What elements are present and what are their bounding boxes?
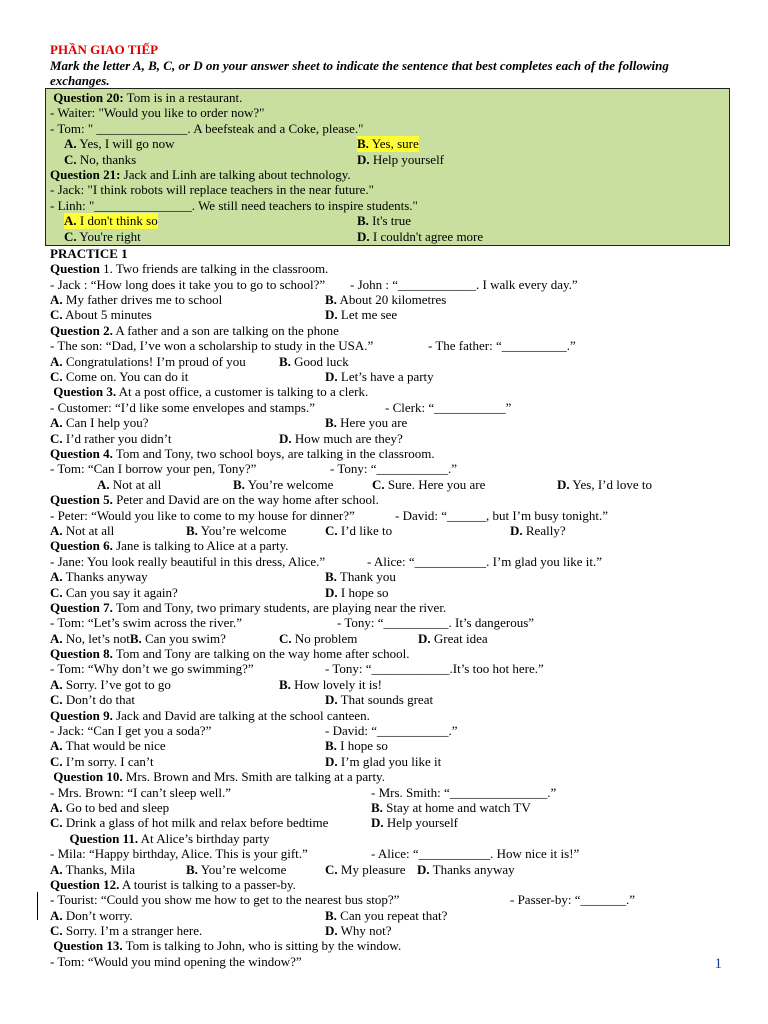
- q1-options-cd: C. About 5 minutes D. Let me see: [50, 307, 398, 323]
- q8-dialogue: - Tom: “Why don’t we go swimming?” - Tony: “____________.It’s too hot here.”: [50, 661, 544, 677]
- q3-options-ab: A. Can I help you? B. Here you are: [50, 415, 408, 431]
- q4-heading: Question 4. Tom and Tony, two school boys, are talking in the classroom.: [50, 445, 435, 461]
- q11-dialogue: - Mila: “Happy birthday, Alice. This is your gift.” - Alice: “___________. How nice it is!”: [50, 846, 580, 862]
- q21-options-cd: C. You're right D. I couldn't agree more: [64, 228, 484, 244]
- q7-heading: Question 7. Tom and Tony, two primary students, are playing near the river.: [50, 599, 447, 615]
- dialogue-line: - Linh: "_______________. We still need teachers to inspire students.": [50, 197, 418, 213]
- q3-heading: Question 3. At a post office, a customer is talking to a clerk.: [53, 384, 369, 400]
- q2-heading: Question 2. A father and a son are talking on the phone: [50, 322, 339, 338]
- q11-options: A. Thanks, Mila B. You’re welcome C. My pleasure D. Thanks anyway: [50, 861, 515, 877]
- page-number: 1: [714, 956, 722, 972]
- practice-title: PRACTICE 1: [50, 245, 128, 261]
- q9-dialogue: - Jack: “Can I get you a soda?” - David: “___________.”: [50, 723, 458, 739]
- q6-dialogue: - Jane: You look really beautiful in this dress, Alice.” - Alice: “___________. I’m glad you like it.”: [50, 553, 603, 569]
- revision-bar: [37, 892, 38, 920]
- q1-heading: Question 1. Two friends are talking in the classroom.: [50, 261, 329, 277]
- q4-options: A. Not at all B. You’re welcome C. Sure. Here you are D. Yes, I’d love to: [97, 476, 652, 492]
- q8-heading: Question 8. Tom and Tony are talking on the way home after school.: [50, 646, 410, 662]
- q10-dialogue: - Mrs. Brown: “I can’t sleep well.” - Mrs. Smith: “_______________.”: [50, 784, 557, 800]
- q5-options: A. Not at all B. You’re welcome C. I’d like to D. Really?: [50, 522, 566, 538]
- q21-options-ab: A. I don't think so B. It's true: [64, 213, 411, 229]
- q13-dialogue: - Tom: “Would you mind opening the window?”: [50, 953, 302, 969]
- highlighted-answer: B. Yes, sure: [357, 136, 419, 152]
- dialogue-line: - Waiter: "Would you like to order now?": [50, 105, 265, 121]
- q10-options-ab: A. Go to bed and sleep B. Stay at home and watch TV: [50, 799, 531, 815]
- q9-options-cd: C. I’m sorry. I can’t D. I’m glad you like it: [50, 753, 442, 769]
- q6-options-cd: C. Can you say it again? D. I hope so: [50, 584, 389, 600]
- question-label: Question 20:: [53, 90, 124, 105]
- q21-heading: Question 21: Jack and Linh are talking about technology.: [50, 166, 351, 182]
- q20-options-cd: C. No, thanks D. Help yourself: [64, 151, 445, 167]
- q10-options-cd: C. Drink a glass of hot milk and relax before bedtime D. Help yourself: [50, 815, 459, 831]
- q9-options-ab: A. That would be nice B. I hope so: [50, 738, 388, 754]
- q2-dialogue: - The son: “Dad, I’ve won a scholarship to study in the USA.” - The father: “__________.”: [50, 338, 576, 354]
- q6-options-ab: A. Thanks anyway B. Thank you: [50, 569, 396, 585]
- q1-options-ab: A. My father drives me to school B. About 20 kilometres: [50, 292, 447, 308]
- q3-dialogue: - Customer: “I’d like some envelopes and stamps.” - Clerk: “___________”: [50, 399, 512, 415]
- q7-dialogue: - Tom: “Let’s swim across the river.” - Tony: “__________. It’s dangerous”: [50, 615, 535, 631]
- q10-heading: Question 10. Mrs. Brown and Mrs. Smith are talking at a party.: [53, 769, 385, 785]
- q12-options-ab: A. Don’t worry. B. Can you repeat that?: [50, 907, 448, 923]
- q3-options-cd: C. I’d rather you didn’t D. How much are they?: [50, 430, 403, 446]
- q20-heading: Question 20: Tom is in a restaurant.: [53, 90, 243, 105]
- q7-options: A. No, let’s notB. Can you swim? C. No problem D. Great idea: [50, 630, 488, 646]
- q11-heading: Question 11. At Alice’s birthday party: [69, 830, 270, 846]
- q2-options-ab: A. Congratulations! I’m proud of you B. Good luck: [50, 353, 349, 369]
- q12-options-cd: C. Sorry. I’m a stranger here. D. Why not?: [50, 923, 392, 939]
- q13-heading: Question 13. Tom is talking to John, who is sitting by the window.: [53, 938, 402, 954]
- q9-heading: Question 9. Jack and David are talking at the school canteen.: [50, 707, 370, 723]
- q1-dialogue: - Jack : “How long does it take you to go to school?” - John : “____________. I walk every day.”: [50, 276, 578, 292]
- q20-options-ab: A. Yes, I will go now B. Yes, sure: [64, 136, 419, 152]
- document-page: [50, 42, 730, 969]
- q12-dialogue: - Tourist: “Could you show me how to get to the nearest bus stop?” - Passer-by: “_______.”: [50, 892, 636, 908]
- q5-heading: Question 5. Peter and David are on the way home after school.: [50, 492, 379, 508]
- dialogue-line: - Jack: "I think robots will replace teachers in the near future.": [50, 182, 374, 198]
- example-box: [45, 88, 730, 246]
- highlighted-answer: A. I don't think so: [64, 213, 158, 229]
- instruction: Mark the letter A, B, C, or D on your answer sheet to indicate the sentence that best completes each of the following exchanges.: [50, 58, 669, 88]
- q12-heading: Question 12. A tourist is talking to a passer-by.: [50, 876, 296, 892]
- q8-options-cd: C. Don’t do that D. That sounds great: [50, 692, 434, 708]
- q5-dialogue: - Peter: “Would you like to come to my house for dinner?” - David: “______, but I’m busy tonight.”: [50, 507, 609, 523]
- dialogue-line: - Tom: " ______________. A beefsteak and a Coke, please.": [50, 120, 364, 136]
- q6-heading: Question 6. Jane is talking to Alice at a party.: [50, 538, 289, 554]
- q2-options-cd: C. Come on. You can do it D. Let’s have a party: [50, 369, 434, 385]
- q8-options-ab: A. Sorry. I’ve got to go B. How lovely it is!: [50, 676, 382, 692]
- q4-dialogue: - Tom: “Can I borrow your pen, Tony?” - Tony: “___________.”: [50, 461, 458, 477]
- section-title: PHẦN GIAO TIẾP: [50, 42, 159, 57]
